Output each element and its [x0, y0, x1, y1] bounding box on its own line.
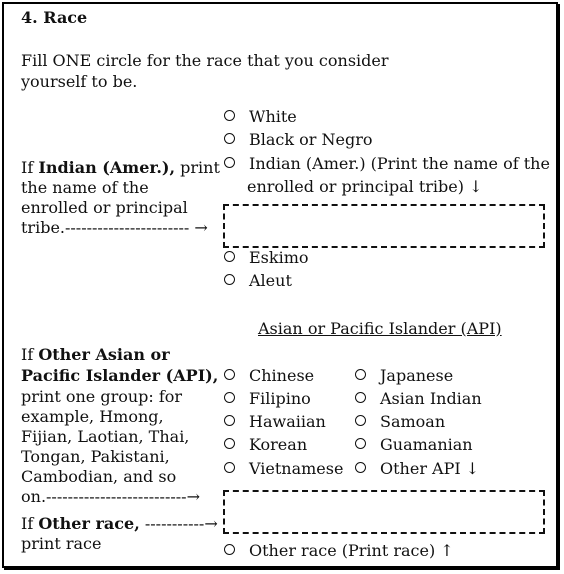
indian-prompt-line-3: enrolled or principal [21, 198, 188, 217]
radio-circle-icon[interactable] [224, 274, 235, 285]
option-indian[interactable]: Indian (Amer.) (Print the name of the [224, 154, 550, 173]
option-aleut[interactable]: Aleut [224, 271, 292, 290]
option-samoan[interactable]: Samoan [355, 412, 445, 431]
radio-circle-icon[interactable] [355, 392, 366, 403]
indian-prompt-line-2: the name of the [21, 178, 149, 197]
question-title: 4. Race [21, 8, 88, 27]
radio-circle-icon[interactable] [355, 415, 366, 426]
instruction-line-1: Fill ONE circle for the race that you consider [21, 51, 389, 70]
option-other-api[interactable]: Other API ↓ [355, 459, 479, 478]
api-prompt-line-2: Pacific Islander (API), [21, 366, 219, 385]
option-asian-indian[interactable]: Asian Indian [355, 389, 482, 408]
option-white[interactable]: White [224, 107, 297, 126]
radio-circle-icon[interactable] [224, 544, 235, 555]
option-other-race[interactable]: Other race (Print race) ↑ [224, 541, 454, 560]
api-prompt-line-6: Tongan, Pakistani, [21, 447, 170, 466]
radio-circle-icon[interactable] [224, 415, 235, 426]
api-prompt-line-1: If Other Asian or [21, 345, 170, 364]
indian-prompt-line-4: tribe.----------------------- → [21, 218, 208, 237]
option-korean[interactable]: Korean [224, 435, 307, 454]
radio-circle-icon[interactable] [355, 438, 366, 449]
api-prompt-line-8: on.--------------------------→ [21, 487, 200, 506]
api-prompt-line-7: Cambodian, and so [21, 467, 177, 486]
api-race-entry-box[interactable] [223, 490, 545, 534]
indian-option-line-2: enrolled or principal tribe) ↓ [247, 177, 483, 196]
api-prompt-line-3: print one group: for [21, 387, 183, 406]
radio-circle-icon[interactable] [224, 110, 235, 121]
option-hawaiian[interactable]: Hawaiian [224, 412, 326, 431]
option-japanese[interactable]: Japanese [355, 366, 453, 385]
tribe-entry-box[interactable] [223, 204, 545, 248]
radio-circle-icon[interactable] [224, 251, 235, 262]
option-black[interactable]: Black or Negro [224, 130, 373, 149]
option-filipino[interactable]: Filipino [224, 389, 311, 408]
other-race-prompt-line-1: If Other race, -----------→ [21, 514, 218, 533]
other-race-prompt-line-2: print race [21, 534, 102, 553]
instruction-line-2: yourself to be. [21, 72, 138, 91]
api-prompt-line-4: example, Hmong, [21, 407, 164, 426]
option-eskimo[interactable]: Eskimo [224, 248, 309, 267]
radio-circle-icon[interactable] [224, 392, 235, 403]
option-chinese[interactable]: Chinese [224, 366, 314, 385]
radio-circle-icon[interactable] [224, 157, 235, 168]
api-prompt-line-5: Fijian, Laotian, Thai, [21, 427, 190, 446]
radio-circle-icon[interactable] [355, 369, 366, 380]
option-guamanian[interactable]: Guamanian [355, 435, 473, 454]
indian-prompt-line-1: If Indian (Amer.), print [21, 158, 220, 177]
radio-circle-icon[interactable] [224, 133, 235, 144]
radio-circle-icon[interactable] [224, 369, 235, 380]
radio-circle-icon[interactable] [224, 438, 235, 449]
radio-circle-icon[interactable] [224, 462, 235, 473]
api-heading: Asian or Pacific Islander (API) [258, 319, 502, 338]
option-vietnamese[interactable]: Vietnamese [224, 459, 343, 478]
radio-circle-icon[interactable] [355, 462, 366, 473]
